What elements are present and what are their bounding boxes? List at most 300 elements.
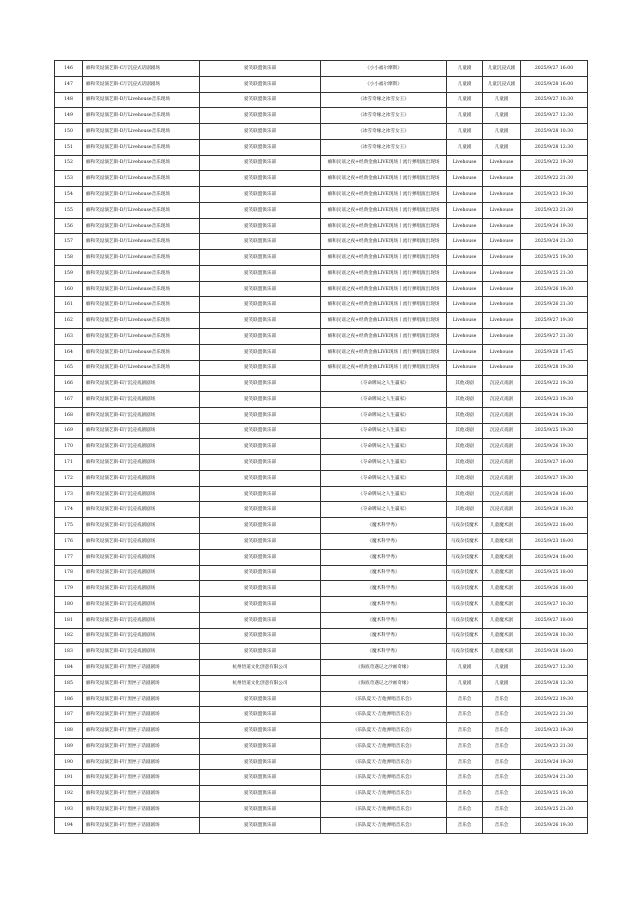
- table-row: [55, 439, 588, 455]
- table-row: [55, 486, 588, 502]
- table-row: [55, 612, 588, 628]
- venue-cell: 癖和笑逗演艺街-F厅黑匣子话剧剧场: [83, 801, 200, 817]
- row-number-cell: 150: [55, 124, 83, 140]
- category-cell: 其他戏剧: [447, 392, 483, 408]
- subcategory-cell: 音乐会: [483, 738, 521, 754]
- organizer-cell: 爱笑联盟俱乐部: [200, 329, 321, 345]
- show-time-cell: 2025/9/25 21:30: [521, 801, 588, 817]
- venue-cell: 癖和笑逗演艺街-D厅Livehouse音乐现场: [83, 187, 200, 203]
- row-number-cell: 162: [55, 313, 83, 329]
- row-number-cell: 151: [55, 139, 83, 155]
- venue-cell: 癖和笑逗演艺街-E厅沉浸戏剧剧场: [83, 407, 200, 423]
- show-time-cell: 2025/9/28 17:45: [521, 344, 588, 360]
- subcategory-cell: 沉浸式戏剧: [483, 392, 521, 408]
- table-row: [55, 76, 588, 92]
- row-number-cell: 191: [55, 770, 83, 786]
- row-number-cell: 188: [55, 723, 83, 739]
- organizer-cell: 爱笑联盟俱乐部: [200, 218, 321, 234]
- show-title-cell: 《乐队夏天-吉他弹唱音乐会》: [321, 691, 447, 707]
- venue-cell: 癖和笑逗演艺街-D厅Livehouse音乐现场: [83, 202, 200, 218]
- show-time-cell: 2025/9/22 19:30: [521, 376, 588, 392]
- organizer-cell: 爱笑联盟俱乐部: [200, 423, 321, 439]
- table-row: [55, 738, 588, 754]
- organizer-cell: 爱笑联盟俱乐部: [200, 801, 321, 817]
- show-title-cell: 《夺命牌局之人生赢家》: [321, 439, 447, 455]
- table-row: [55, 92, 588, 108]
- table-row: [55, 470, 588, 486]
- venue-cell: 癖和笑逗演艺街-C厅沉浸式话剧剧场: [83, 76, 200, 92]
- venue-cell: 癖和笑逗演艺街-D厅Livehouse音乐现场: [83, 250, 200, 266]
- venue-cell: 癖和笑逗演艺街-F厅黑匣子话剧剧场: [83, 786, 200, 802]
- subcategory-cell: 儿童剧: [483, 92, 521, 108]
- subcategory-cell: 沉浸式戏剧: [483, 502, 521, 518]
- show-time-cell: 2025/9/27 19:30: [521, 470, 588, 486]
- venue-cell: 癖和笑逗演艺街-E厅沉浸戏剧剧场: [83, 565, 200, 581]
- table-row: [55, 817, 588, 833]
- subcategory-cell: 儿童沉浸式剧: [483, 61, 521, 77]
- show-time-cell: 2025/9/28 19:30: [521, 502, 588, 518]
- table-row: [55, 297, 588, 313]
- show-time-cell: 2025/9/28 16:00: [521, 76, 588, 92]
- row-number-cell: 169: [55, 423, 83, 439]
- category-cell: 其他戏剧: [447, 423, 483, 439]
- show-time-cell: 2025/9/22 19:30: [521, 691, 588, 707]
- venue-cell: 癖和笑逗演艺街-D厅Livehouse音乐现场: [83, 344, 200, 360]
- subcategory-cell: 沉浸式戏剧: [483, 486, 521, 502]
- category-cell: 儿童剧: [447, 108, 483, 124]
- subcategory-cell: Livehouse: [483, 171, 521, 187]
- show-time-cell: 2025/9/27 21:30: [521, 329, 588, 345]
- table-row: [55, 754, 588, 770]
- table-row: [55, 218, 588, 234]
- organizer-cell: 爱笑联盟俱乐部: [200, 360, 321, 376]
- venue-cell: 癖和笑逗演艺街-F厅黑匣子话剧剧场: [83, 770, 200, 786]
- organizer-cell: 爱笑联盟俱乐部: [200, 376, 321, 392]
- show-title-cell: 《冰雪奇缘之冰雪女王》: [321, 92, 447, 108]
- category-cell: 其他戏剧: [447, 439, 483, 455]
- organizer-cell: 爱笑联盟俱乐部: [200, 455, 321, 471]
- row-number-cell: 164: [55, 344, 83, 360]
- category-cell: 其他戏剧: [447, 470, 483, 486]
- venue-cell: 癖和笑逗演艺街-F厅黑匣子话剧剧场: [83, 660, 200, 676]
- category-cell: Livehouse: [447, 187, 483, 203]
- show-time-cell: 2025/9/27 19:30: [521, 313, 588, 329]
- venue-cell: 癖和笑逗演艺街-E厅沉浸戏剧剧场: [83, 486, 200, 502]
- category-cell: Livehouse: [447, 313, 483, 329]
- organizer-cell: 爱笑联盟俱乐部: [200, 297, 321, 313]
- table-row: [55, 61, 588, 77]
- show-time-cell: 2025/9/28 12:30: [521, 139, 588, 155]
- show-title-cell: 《乐队夏天-吉他弹唱音乐会》: [321, 770, 447, 786]
- show-title-cell: 癖和民谣之夜+经典金曲LIVE现场丨流行弹唱演出现场: [321, 218, 447, 234]
- subcategory-cell: 儿童魔术剧: [483, 533, 521, 549]
- category-cell: 儿童剧: [447, 92, 483, 108]
- show-title-cell: 《魔术科学秀》: [321, 581, 447, 597]
- venue-cell: 癖和笑逗演艺街-D厅Livehouse音乐现场: [83, 281, 200, 297]
- organizer-cell: 爱笑联盟俱乐部: [200, 581, 321, 597]
- show-time-cell: 2025/9/25 18:00: [521, 565, 588, 581]
- table-row: [55, 801, 588, 817]
- category-cell: 音乐会: [447, 738, 483, 754]
- subcategory-cell: 儿童魔术剧: [483, 565, 521, 581]
- subcategory-cell: Livehouse: [483, 234, 521, 250]
- subcategory-cell: Livehouse: [483, 218, 521, 234]
- venue-cell: 癖和笑逗演艺街-D厅Livehouse音乐现场: [83, 108, 200, 124]
- venue-cell: 癖和笑逗演艺街-E厅沉浸戏剧剧场: [83, 628, 200, 644]
- show-title-cell: 《魔术科学秀》: [321, 549, 447, 565]
- venue-cell: 癖和笑逗演艺街-E厅沉浸戏剧剧场: [83, 392, 200, 408]
- show-title-cell: 癖和民谣之夜+经典金曲LIVE现场丨流行弹唱演出现场: [321, 202, 447, 218]
- show-time-cell: 2025/9/26 19:30: [521, 817, 588, 833]
- row-number-cell: 192: [55, 786, 83, 802]
- show-time-cell: 2025/9/22 19:30: [521, 155, 588, 171]
- subcategory-cell: 儿童魔术剧: [483, 597, 521, 613]
- venue-cell: 癖和笑逗演艺街-F厅黑匣子话剧剧场: [83, 723, 200, 739]
- venue-cell: 癖和笑逗演艺街-D厅Livehouse音乐现场: [83, 92, 200, 108]
- row-number-cell: 171: [55, 455, 83, 471]
- category-cell: Livehouse: [447, 171, 483, 187]
- show-title-cell: 《乐队夏天-吉他弹唱音乐会》: [321, 786, 447, 802]
- subcategory-cell: 音乐会: [483, 817, 521, 833]
- organizer-cell: 爱笑联盟俱乐部: [200, 392, 321, 408]
- category-cell: 儿童剧: [447, 139, 483, 155]
- row-number-cell: 178: [55, 565, 83, 581]
- table-row: [55, 423, 588, 439]
- table-row: [55, 187, 588, 203]
- table-row: [55, 281, 588, 297]
- show-time-cell: 2025/9/24 18:00: [521, 549, 588, 565]
- venue-cell: 癖和笑逗演艺街-E厅沉浸戏剧剧场: [83, 518, 200, 534]
- show-time-cell: 2025/9/24 21:30: [521, 770, 588, 786]
- category-cell: Livehouse: [447, 329, 483, 345]
- category-cell: 其他戏剧: [447, 502, 483, 518]
- show-title-cell: 《小小福尔摩斯》: [321, 61, 447, 77]
- show-time-cell: 2025/9/27 12:30: [521, 108, 588, 124]
- show-title-cell: 《乐队夏天-吉他弹唱音乐会》: [321, 707, 447, 723]
- row-number-cell: 194: [55, 817, 83, 833]
- table-row: [55, 502, 588, 518]
- show-time-cell: 2025/9/27 16:00: [521, 455, 588, 471]
- category-cell: 音乐会: [447, 817, 483, 833]
- table-row: [55, 360, 588, 376]
- table-row: [55, 108, 588, 124]
- category-cell: Livehouse: [447, 297, 483, 313]
- row-number-cell: 189: [55, 738, 83, 754]
- table-row: [55, 171, 588, 187]
- show-title-cell: 癖和民谣之夜+经典金曲LIVE现场丨流行弹唱演出现场: [321, 281, 447, 297]
- category-cell: 音乐会: [447, 770, 483, 786]
- venue-cell: 癖和笑逗演艺街-D厅Livehouse音乐现场: [83, 218, 200, 234]
- organizer-cell: 爱笑联盟俱乐部: [200, 549, 321, 565]
- organizer-cell: 爱笑联盟俱乐部: [200, 61, 321, 77]
- show-title-cell: 癖和民谣之夜+经典金曲LIVE现场丨流行弹唱演出现场: [321, 187, 447, 203]
- organizer-cell: 爱笑联盟俱乐部: [200, 234, 321, 250]
- row-number-cell: 180: [55, 597, 83, 613]
- category-cell: 音乐会: [447, 801, 483, 817]
- row-number-cell: 179: [55, 581, 83, 597]
- venue-cell: 癖和笑逗演艺街-E厅沉浸戏剧剧场: [83, 423, 200, 439]
- category-cell: 马戏杂技魔术: [447, 644, 483, 660]
- subcategory-cell: 沉浸式戏剧: [483, 423, 521, 439]
- category-cell: 儿童剧: [447, 660, 483, 676]
- row-number-cell: 148: [55, 92, 83, 108]
- table-row: [55, 455, 588, 471]
- table-row: [55, 265, 588, 281]
- subcategory-cell: Livehouse: [483, 202, 521, 218]
- table-row: [55, 597, 588, 613]
- category-cell: 儿童剧: [447, 61, 483, 77]
- show-title-cell: 《夺命牌局之人生赢家》: [321, 392, 447, 408]
- category-cell: Livehouse: [447, 155, 483, 171]
- organizer-cell: 爱笑联盟俱乐部: [200, 738, 321, 754]
- show-time-cell: 2025/9/25 19:30: [521, 786, 588, 802]
- venue-cell: 癖和笑逗演艺街-E厅沉浸戏剧剧场: [83, 597, 200, 613]
- show-time-cell: 2025/9/24 21:30: [521, 234, 588, 250]
- organizer-cell: 爱笑联盟俱乐部: [200, 723, 321, 739]
- show-title-cell: 《冰雪奇缘之冰雪女王》: [321, 124, 447, 140]
- show-time-cell: 2025/9/25 19:30: [521, 250, 588, 266]
- venue-cell: 癖和笑逗演艺街-D厅Livehouse音乐现场: [83, 329, 200, 345]
- show-title-cell: 《魔术科学秀》: [321, 612, 447, 628]
- row-number-cell: 161: [55, 297, 83, 313]
- row-number-cell: 176: [55, 533, 83, 549]
- category-cell: Livehouse: [447, 344, 483, 360]
- table-row: [55, 124, 588, 140]
- category-cell: Livehouse: [447, 265, 483, 281]
- venue-cell: 癖和笑逗演艺街-D厅Livehouse音乐现场: [83, 360, 200, 376]
- show-title-cell: 癖和民谣之夜+经典金曲LIVE现场丨流行弹唱演出现场: [321, 171, 447, 187]
- venue-cell: 癖和笑逗演艺街-E厅沉浸戏剧剧场: [83, 502, 200, 518]
- venue-cell: 癖和笑逗演艺街-D厅Livehouse音乐现场: [83, 171, 200, 187]
- category-cell: 马戏杂技魔术: [447, 581, 483, 597]
- show-title-cell: 《魔术科学秀》: [321, 518, 447, 534]
- venue-cell: 癖和笑逗演艺街-F厅黑匣子话剧剧场: [83, 817, 200, 833]
- show-time-cell: 2025/9/23 21:30: [521, 202, 588, 218]
- row-number-cell: 165: [55, 360, 83, 376]
- venue-cell: 癖和笑逗演艺街-F厅黑匣子话剧剧场: [83, 675, 200, 691]
- row-number-cell: 166: [55, 376, 83, 392]
- category-cell: 其他戏剧: [447, 455, 483, 471]
- table-row: [55, 786, 588, 802]
- subcategory-cell: Livehouse: [483, 155, 521, 171]
- category-cell: 其他戏剧: [447, 486, 483, 502]
- subcategory-cell: 儿童魔术剧: [483, 549, 521, 565]
- organizer-cell: 爱笑联盟俱乐部: [200, 470, 321, 486]
- show-time-cell: 2025/9/22 21:30: [521, 707, 588, 723]
- table-row: [55, 660, 588, 676]
- subcategory-cell: 音乐会: [483, 691, 521, 707]
- organizer-cell: 爱笑联盟俱乐部: [200, 139, 321, 155]
- organizer-cell: 爱笑联盟俱乐部: [200, 250, 321, 266]
- organizer-cell: 爱笑联盟俱乐部: [200, 644, 321, 660]
- row-number-cell: 182: [55, 628, 83, 644]
- row-number-cell: 156: [55, 218, 83, 234]
- category-cell: 儿童剧: [447, 76, 483, 92]
- table-row: [55, 565, 588, 581]
- organizer-cell: 爱笑联盟俱乐部: [200, 786, 321, 802]
- show-time-cell: 2025/9/27 18:00: [521, 612, 588, 628]
- row-number-cell: 174: [55, 502, 83, 518]
- venue-cell: 癖和笑逗演艺街-F厅黑匣子话剧剧场: [83, 738, 200, 754]
- table-row: [55, 723, 588, 739]
- row-number-cell: 184: [55, 660, 83, 676]
- subcategory-cell: 音乐会: [483, 707, 521, 723]
- category-cell: 马戏杂技魔术: [447, 597, 483, 613]
- organizer-cell: 爱笑联盟俱乐部: [200, 612, 321, 628]
- venue-cell: 癖和笑逗演艺街-E厅沉浸戏剧剧场: [83, 470, 200, 486]
- category-cell: 音乐会: [447, 723, 483, 739]
- show-time-cell: 2025/9/23 19:30: [521, 187, 588, 203]
- show-time-cell: 2025/9/27 10:30: [521, 92, 588, 108]
- organizer-cell: 爱笑联盟俱乐部: [200, 344, 321, 360]
- show-title-cell: 癖和民谣之夜+经典金曲LIVE现场丨流行弹唱演出现场: [321, 344, 447, 360]
- organizer-cell: 爱笑联盟俱乐部: [200, 108, 321, 124]
- organizer-cell: 爱笑联盟俱乐部: [200, 691, 321, 707]
- show-title-cell: 癖和民谣之夜+经典金曲LIVE现场丨流行弹唱演出现场: [321, 234, 447, 250]
- table-row: [55, 376, 588, 392]
- show-title-cell: 癖和民谣之夜+经典金曲LIVE现场丨流行弹唱演出现场: [321, 250, 447, 266]
- table-row: [55, 628, 588, 644]
- subcategory-cell: 沉浸式戏剧: [483, 407, 521, 423]
- row-number-cell: 152: [55, 155, 83, 171]
- show-title-cell: 《夺命牌局之人生赢家》: [321, 376, 447, 392]
- show-time-cell: 2025/9/25 21:30: [521, 265, 588, 281]
- category-cell: Livehouse: [447, 202, 483, 218]
- subcategory-cell: 音乐会: [483, 801, 521, 817]
- subcategory-cell: 沉浸式戏剧: [483, 470, 521, 486]
- subcategory-cell: 儿童剧: [483, 139, 521, 155]
- subcategory-cell: Livehouse: [483, 265, 521, 281]
- show-title-cell: 《夺命牌局之人生赢家》: [321, 486, 447, 502]
- category-cell: 马戏杂技魔术: [447, 533, 483, 549]
- category-cell: 儿童剧: [447, 124, 483, 140]
- category-cell: 儿童剧: [447, 675, 483, 691]
- organizer-cell: 爱笑联盟俱乐部: [200, 313, 321, 329]
- show-title-cell: 《海底奇遇记之沙画奇缘》: [321, 660, 447, 676]
- organizer-cell: 爱笑联盟俱乐部: [200, 817, 321, 833]
- venue-cell: 癖和笑逗演艺街-E厅沉浸戏剧剧场: [83, 612, 200, 628]
- organizer-cell: 爱笑联盟俱乐部: [200, 597, 321, 613]
- show-title-cell: 癖和民谣之夜+经典金曲LIVE现场丨流行弹唱演出现场: [321, 360, 447, 376]
- show-title-cell: 《魔术科学秀》: [321, 597, 447, 613]
- row-number-cell: 158: [55, 250, 83, 266]
- venue-cell: 癖和笑逗演艺街-D厅Livehouse音乐现场: [83, 139, 200, 155]
- organizer-cell: 爱笑联盟俱乐部: [200, 628, 321, 644]
- venue-cell: 癖和笑逗演艺街-F厅黑匣子话剧剧场: [83, 691, 200, 707]
- show-title-cell: 癖和民谣之夜+经典金曲LIVE现场丨流行弹唱演出现场: [321, 265, 447, 281]
- organizer-cell: 爱笑联盟俱乐部: [200, 407, 321, 423]
- show-title-cell: 《夺命牌局之人生赢家》: [321, 502, 447, 518]
- venue-cell: 癖和笑逗演艺街-D厅Livehouse音乐现场: [83, 265, 200, 281]
- show-time-cell: 2025/9/22 21:30: [521, 171, 588, 187]
- show-time-cell: 2025/9/28 10:30: [521, 628, 588, 644]
- table-row: [55, 234, 588, 250]
- table-row: [55, 518, 588, 534]
- show-time-cell: 2025/9/22 18:00: [521, 518, 588, 534]
- show-time-cell: 2025/9/26 21:30: [521, 297, 588, 313]
- organizer-cell: 爱笑联盟俱乐部: [200, 439, 321, 455]
- row-number-cell: 168: [55, 407, 83, 423]
- show-title-cell: 癖和民谣之夜+经典金曲LIVE现场丨流行弹唱演出现场: [321, 313, 447, 329]
- category-cell: Livehouse: [447, 250, 483, 266]
- organizer-cell: 爱笑联盟俱乐部: [200, 124, 321, 140]
- show-title-cell: 《小小福尔摩斯》: [321, 76, 447, 92]
- table-row: [55, 250, 588, 266]
- subcategory-cell: 儿童魔术剧: [483, 628, 521, 644]
- venue-cell: 癖和笑逗演艺街-F厅黑匣子话剧剧场: [83, 754, 200, 770]
- table-row: [55, 581, 588, 597]
- show-time-cell: 2025/9/23 21:30: [521, 738, 588, 754]
- venue-cell: 癖和笑逗演艺街-D厅Livehouse音乐现场: [83, 313, 200, 329]
- show-time-cell: 2025/9/28 19:30: [521, 360, 588, 376]
- subcategory-cell: 儿童魔术剧: [483, 518, 521, 534]
- table-row: [55, 675, 588, 691]
- show-time-cell: 2025/9/25 19:30: [521, 423, 588, 439]
- subcategory-cell: Livehouse: [483, 250, 521, 266]
- show-title-cell: 《夺命牌局之人生赢家》: [321, 423, 447, 439]
- subcategory-cell: Livehouse: [483, 329, 521, 345]
- show-time-cell: 2025/9/28 18:00: [521, 644, 588, 660]
- table-row: [55, 407, 588, 423]
- table-row: [55, 139, 588, 155]
- schedule-table: [54, 60, 588, 834]
- subcategory-cell: 儿童剧: [483, 108, 521, 124]
- show-time-cell: 2025/9/24 19:30: [521, 407, 588, 423]
- subcategory-cell: Livehouse: [483, 313, 521, 329]
- subcategory-cell: 音乐会: [483, 770, 521, 786]
- organizer-cell: 爱笑联盟俱乐部: [200, 533, 321, 549]
- category-cell: Livehouse: [447, 281, 483, 297]
- row-number-cell: 181: [55, 612, 83, 628]
- row-number-cell: 157: [55, 234, 83, 250]
- show-title-cell: 《冰雪奇缘之冰雪女王》: [321, 108, 447, 124]
- show-time-cell: 2025/9/23 19:30: [521, 392, 588, 408]
- subcategory-cell: 音乐会: [483, 723, 521, 739]
- table-row: [55, 707, 588, 723]
- show-title-cell: 癖和民谣之夜+经典金曲LIVE现场丨流行弹唱演出现场: [321, 329, 447, 345]
- organizer-cell: 爱笑联盟俱乐部: [200, 171, 321, 187]
- venue-cell: 癖和笑逗演艺街-E厅沉浸戏剧剧场: [83, 581, 200, 597]
- subcategory-cell: 音乐会: [483, 786, 521, 802]
- show-title-cell: 《冰雪奇缘之冰雪女王》: [321, 139, 447, 155]
- show-title-cell: 《魔术科学秀》: [321, 533, 447, 549]
- category-cell: 马戏杂技魔术: [447, 565, 483, 581]
- show-title-cell: 《乐队夏天-吉他弹唱音乐会》: [321, 723, 447, 739]
- row-number-cell: 172: [55, 470, 83, 486]
- row-number-cell: 177: [55, 549, 83, 565]
- show-title-cell: 《魔术科学秀》: [321, 565, 447, 581]
- organizer-cell: 爱笑联盟俱乐部: [200, 76, 321, 92]
- row-number-cell: 170: [55, 439, 83, 455]
- table-row: [55, 549, 588, 565]
- venue-cell: 癖和笑逗演艺街-D厅Livehouse音乐现场: [83, 124, 200, 140]
- subcategory-cell: 儿童沉浸式剧: [483, 76, 521, 92]
- row-number-cell: 167: [55, 392, 83, 408]
- venue-cell: 癖和笑逗演艺街-E厅沉浸戏剧剧场: [83, 439, 200, 455]
- venue-cell: 癖和笑逗演艺街-E厅沉浸戏剧剧场: [83, 533, 200, 549]
- venue-cell: 癖和笑逗演艺街-E厅沉浸戏剧剧场: [83, 455, 200, 471]
- table-row: [55, 770, 588, 786]
- venue-cell: 癖和笑逗演艺街-D厅Livehouse音乐现场: [83, 234, 200, 250]
- row-number-cell: 175: [55, 518, 83, 534]
- show-title-cell: 《夺命牌局之人生赢家》: [321, 407, 447, 423]
- venue-cell: 癖和笑逗演艺街-E厅沉浸戏剧剧场: [83, 644, 200, 660]
- show-time-cell: 2025/9/27 10:30: [521, 597, 588, 613]
- subcategory-cell: 儿童剧: [483, 660, 521, 676]
- organizer-cell: 爱笑联盟俱乐部: [200, 502, 321, 518]
- show-time-cell: 2025/9/26 19:30: [521, 439, 588, 455]
- category-cell: 马戏杂技魔术: [447, 518, 483, 534]
